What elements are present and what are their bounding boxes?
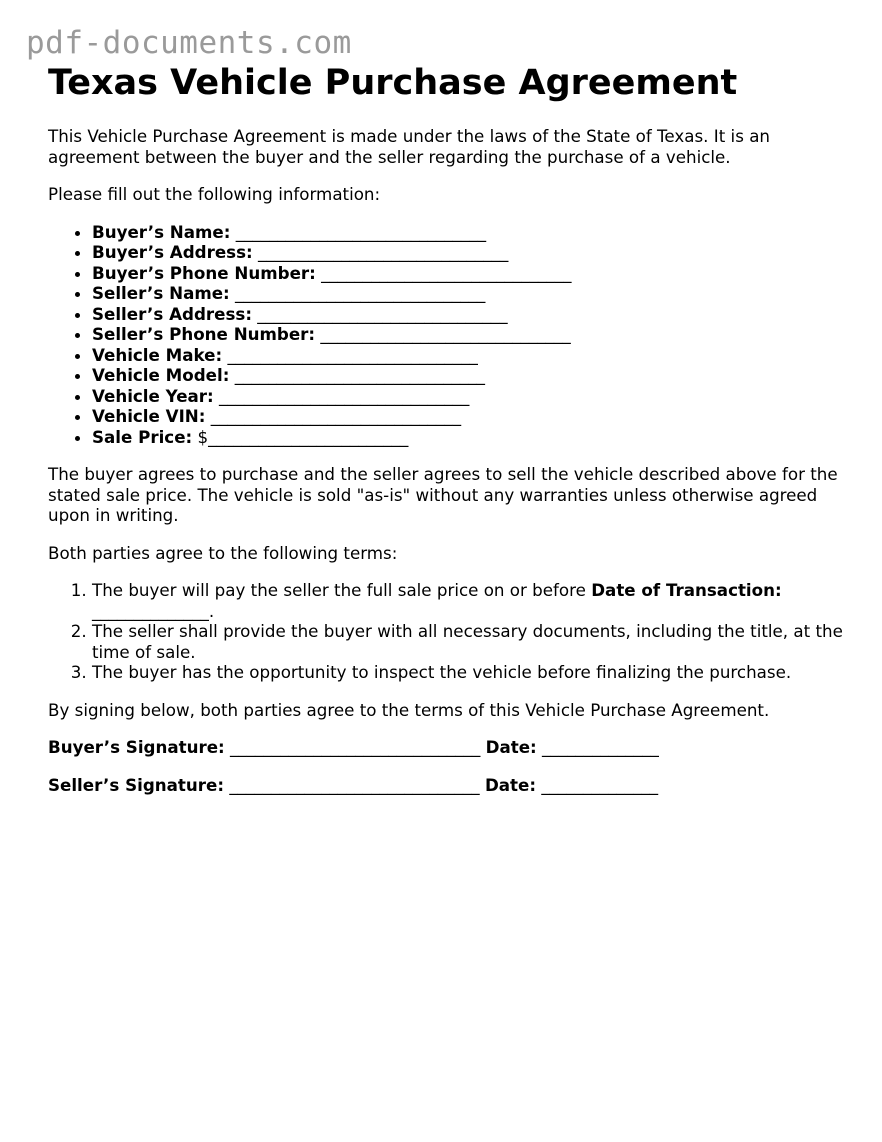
date-of-transaction-label: Date of Transaction:: [591, 580, 782, 600]
field-vehicle-vin: [92, 406, 848, 427]
field-blank: ______________________________: [252, 242, 509, 262]
field-label: Seller’s Phone Number:: [92, 324, 316, 344]
field-blank: ______________________________: [315, 262, 572, 283]
buyer-signature-line: [48, 737, 848, 758]
field-buyer-name: [92, 222, 848, 243]
buyer-signature-blank: ______________________________: [224, 737, 486, 757]
field-blank: $________________________: [192, 426, 409, 447]
field-vehicle-year: [92, 386, 848, 407]
closing-paragraph: By signing below, both parties agree to the terms of this Vehicle Purchase Agreement.: [48, 699, 770, 720]
field-label: Vehicle VIN:: [92, 406, 206, 426]
seller-signature-line: [48, 775, 848, 796]
date-of-transaction-blank: ______________.: [92, 600, 215, 621]
field-vehicle-make: [92, 345, 848, 366]
term-text: The buyer will pay the seller the full sale price on or before: [92, 580, 592, 600]
field-label: Sale Price:: [92, 426, 193, 447]
field-label: Seller’s Address:: [92, 303, 252, 324]
field-buyer-phone: [92, 263, 848, 284]
field-seller-phone: [92, 324, 848, 345]
field-vehicle-model: [92, 365, 848, 386]
seller-signature-blank: ______________________________: [224, 774, 485, 795]
watermark: pdf-documents.com: [26, 25, 352, 61]
seller-signature-label: Seller’s Signature:: [48, 774, 225, 795]
seller-date-blank: ______________: [536, 774, 659, 795]
field-blank: ______________________________: [230, 221, 487, 242]
field-blank: ______________________________: [252, 303, 508, 324]
seller-date-label: Date:: [484, 774, 537, 795]
field-label: Vehicle Make:: [92, 344, 223, 365]
field-blank: ______________________________: [205, 406, 462, 426]
field-list: [48, 222, 848, 448]
field-label: Vehicle Year:: [92, 385, 214, 406]
term-item: [92, 621, 848, 662]
field-blank: ______________________________: [229, 365, 486, 385]
term-text: The seller shall provide the buyer with all necessary documents, including the title, at the time of sale.: [92, 621, 843, 662]
document-title: Texas Vehicle Purchase Agreement: [48, 63, 738, 103]
buyer-date-blank: ______________: [536, 737, 659, 757]
field-blank: ______________________________: [213, 385, 470, 406]
document-page: [48, 60, 848, 812]
field-seller-name: [92, 283, 848, 304]
intro-paragraph: This Vehicle Purchase Agreement is made under the laws of the State of Texas. It is an agreement between the buyer and the seller regarding the purchase of a vehicle.: [48, 126, 770, 167]
field-label: Seller’s Name:: [92, 283, 230, 303]
field-label: Buyer’s Name:: [92, 221, 231, 242]
field-seller-address: [92, 304, 848, 325]
field-buyer-address: [92, 242, 848, 263]
terms-intro: Both parties agree to the following terms:: [48, 542, 398, 563]
field-label: Vehicle Model:: [92, 365, 230, 385]
fill-prompt: Please fill out the following information:: [48, 184, 381, 204]
agreement-paragraph: The buyer agrees to purchase and the seller agrees to sell the vehicle described above for the stated sale price. The vehicle is sold "as-is" without any warranties unless otherwise agreed upon in writing.: [48, 464, 838, 525]
field-label: Buyer’s Address:: [92, 242, 253, 262]
term-text: The buyer has the opportunity to inspect the vehicle before finalizing the purchase.: [92, 662, 792, 682]
field-blank: ______________________________: [229, 283, 486, 303]
buyer-date-label: Date:: [485, 737, 537, 757]
term-item: [92, 662, 848, 683]
field-blank: ______________________________: [315, 324, 571, 344]
field-label: Buyer’s Phone Number:: [92, 262, 316, 283]
term-item: [92, 580, 848, 621]
terms-list: [48, 580, 848, 683]
field-sale-price: [92, 427, 848, 448]
buyer-signature-label: Buyer’s Signature:: [48, 737, 225, 757]
field-blank: ______________________________: [222, 344, 478, 365]
